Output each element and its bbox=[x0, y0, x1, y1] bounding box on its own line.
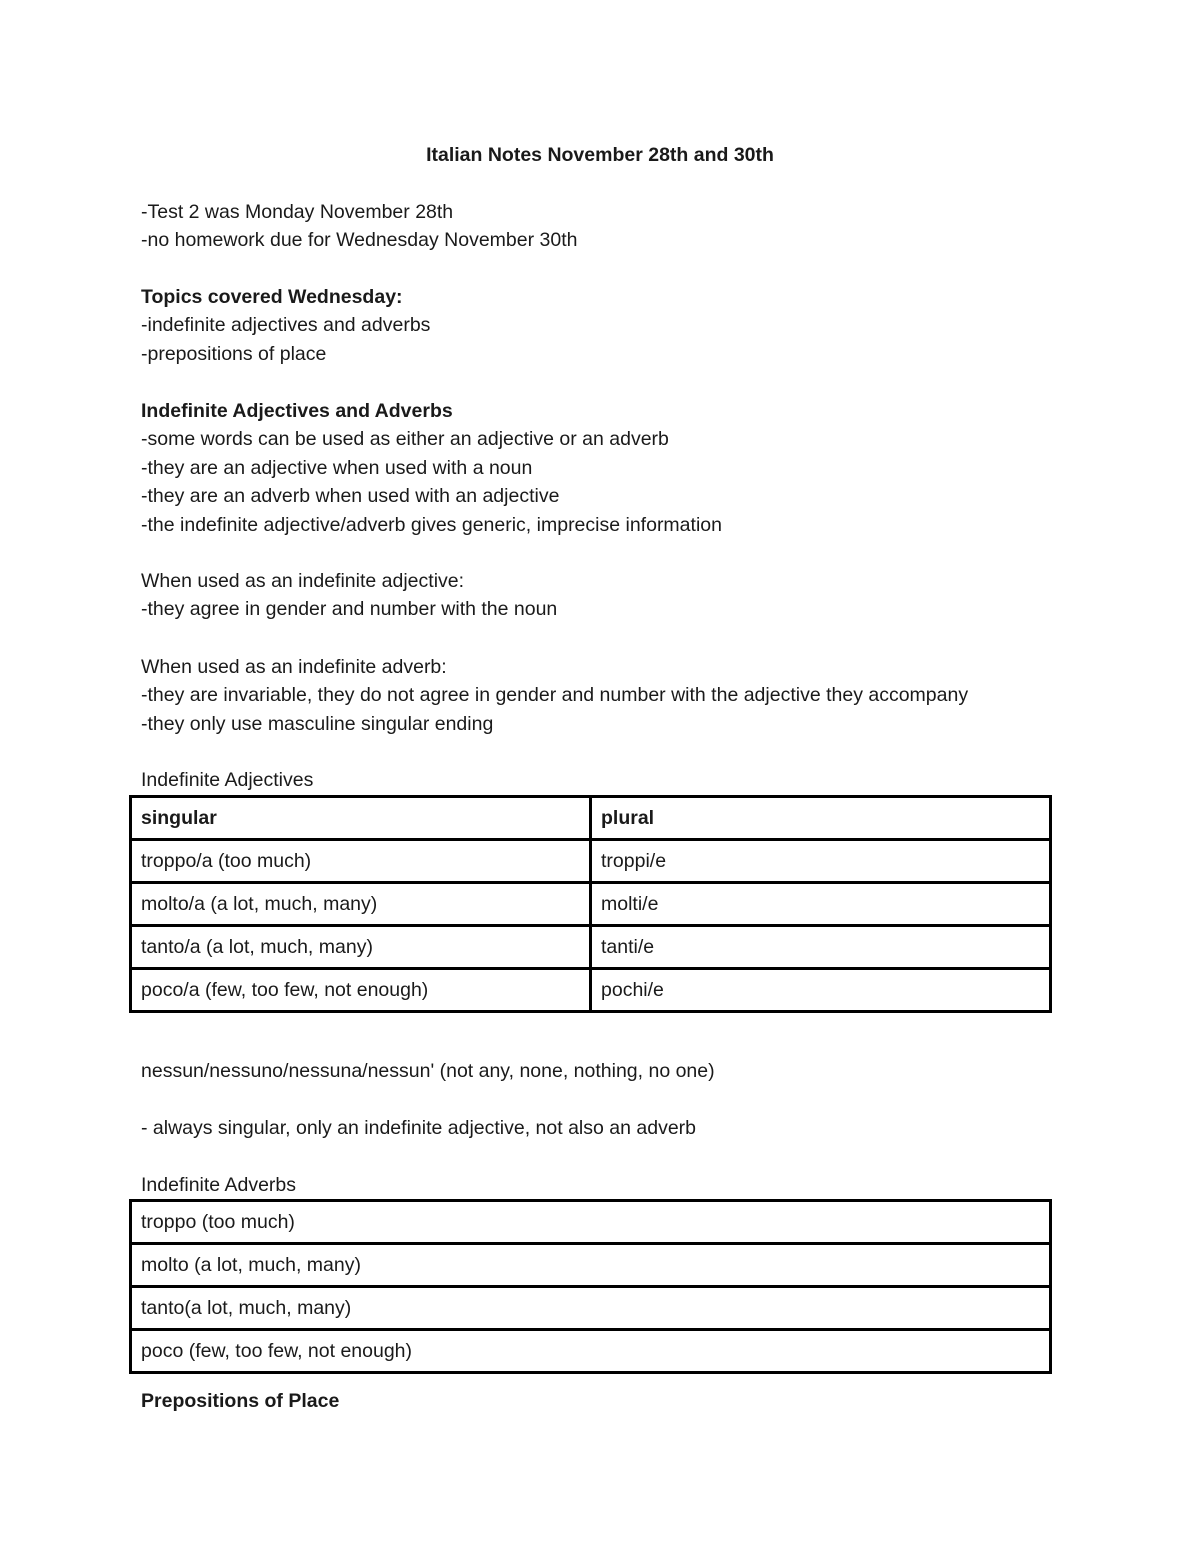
indefinite-adverbs-table bbox=[129, 1199, 1052, 1374]
table-row bbox=[131, 1244, 1051, 1287]
nessuno-note: - always singular, only an indefinite adjective, not also an adverb bbox=[141, 1117, 696, 1139]
column-header-plural: plural bbox=[591, 797, 1051, 840]
table-header-row bbox=[131, 797, 1051, 840]
table-cell: pochi/e bbox=[591, 969, 1051, 1012]
table-cell: troppi/e bbox=[591, 840, 1051, 883]
section-heading: Prepositions of Place bbox=[141, 1390, 340, 1412]
note-line: -the indefinite adjective/adverb gives generic, imprecise information bbox=[141, 513, 722, 536]
topic-item: -indefinite adjectives and adverbs bbox=[141, 314, 431, 337]
topic-item: -prepositions of place bbox=[141, 342, 327, 365]
note-line: -they are invariable, they do not agree in gender and number with the adjective they accompany bbox=[141, 684, 969, 707]
page-title: Italian Notes November 28th and 30th bbox=[426, 144, 774, 166]
section-heading: Indefinite Adjectives and Adverbs bbox=[141, 400, 453, 422]
adjective-usage bbox=[141, 567, 1091, 624]
intro-line: -Test 2 was Monday November 28th bbox=[141, 201, 454, 223]
prepositions-section bbox=[141, 1387, 1091, 1415]
nessuno-line-block bbox=[141, 1057, 1091, 1085]
indefinite-section bbox=[141, 397, 1091, 539]
column-header-singular: singular bbox=[131, 797, 591, 840]
note-line: -some words can be used as either an adjective or an adverb bbox=[141, 428, 669, 451]
table-cell: molto (a lot, much, many) bbox=[131, 1244, 1051, 1287]
table-cell: molti/e bbox=[591, 883, 1051, 926]
nessuno-note-block bbox=[141, 1114, 1091, 1142]
topics-section bbox=[141, 283, 1091, 368]
table-cell: poco/a (few, too few, not enough) bbox=[131, 969, 591, 1012]
table-row bbox=[131, 926, 1051, 969]
usage-heading: When used as an indefinite adverb: bbox=[141, 656, 447, 678]
indefinite-adjectives-table bbox=[129, 795, 1052, 1013]
table-row bbox=[131, 1201, 1051, 1244]
intro-notes bbox=[141, 198, 1091, 255]
note-line: -they only use masculine singular ending bbox=[141, 712, 494, 735]
adverbs-table-caption bbox=[141, 1171, 1091, 1199]
note-line: -they are an adverb when used with an adjective bbox=[141, 485, 560, 508]
table-cell: molto/a (a lot, much, many) bbox=[131, 883, 591, 926]
note-line: -they are an adjective when used with a noun bbox=[141, 456, 533, 479]
intro-line: -no homework due for Wednesday November 30th bbox=[141, 229, 578, 252]
table-cell: poco (few, too few, not enough) bbox=[131, 1330, 1051, 1373]
table-caption: Indefinite Adjectives bbox=[141, 769, 314, 791]
table-cell: troppo/a (too much) bbox=[131, 840, 591, 883]
table-row bbox=[131, 1287, 1051, 1330]
table-cell: tanti/e bbox=[591, 926, 1051, 969]
table-caption: Indefinite Adverbs bbox=[141, 1174, 297, 1196]
usage-heading: When used as an indefinite adjective: bbox=[141, 570, 465, 592]
note-line: -they agree in gender and number with the noun bbox=[141, 598, 558, 621]
table-cell: tanto/a (a lot, much, many) bbox=[131, 926, 591, 969]
topics-heading: Topics covered Wednesday: bbox=[141, 286, 403, 308]
table-cell: tanto(a lot, much, many) bbox=[131, 1287, 1051, 1330]
nessuno-line: nessun/nessuno/nessuna/nessun' (not any, none, nothing, no one) bbox=[141, 1060, 715, 1082]
table-row bbox=[131, 883, 1051, 926]
table-row bbox=[131, 1330, 1051, 1373]
adverb-usage bbox=[141, 653, 1091, 738]
table-row bbox=[131, 969, 1051, 1012]
table-row bbox=[131, 840, 1051, 883]
table-cell: troppo (too much) bbox=[131, 1201, 1051, 1244]
adjectives-table-caption bbox=[141, 766, 1091, 794]
